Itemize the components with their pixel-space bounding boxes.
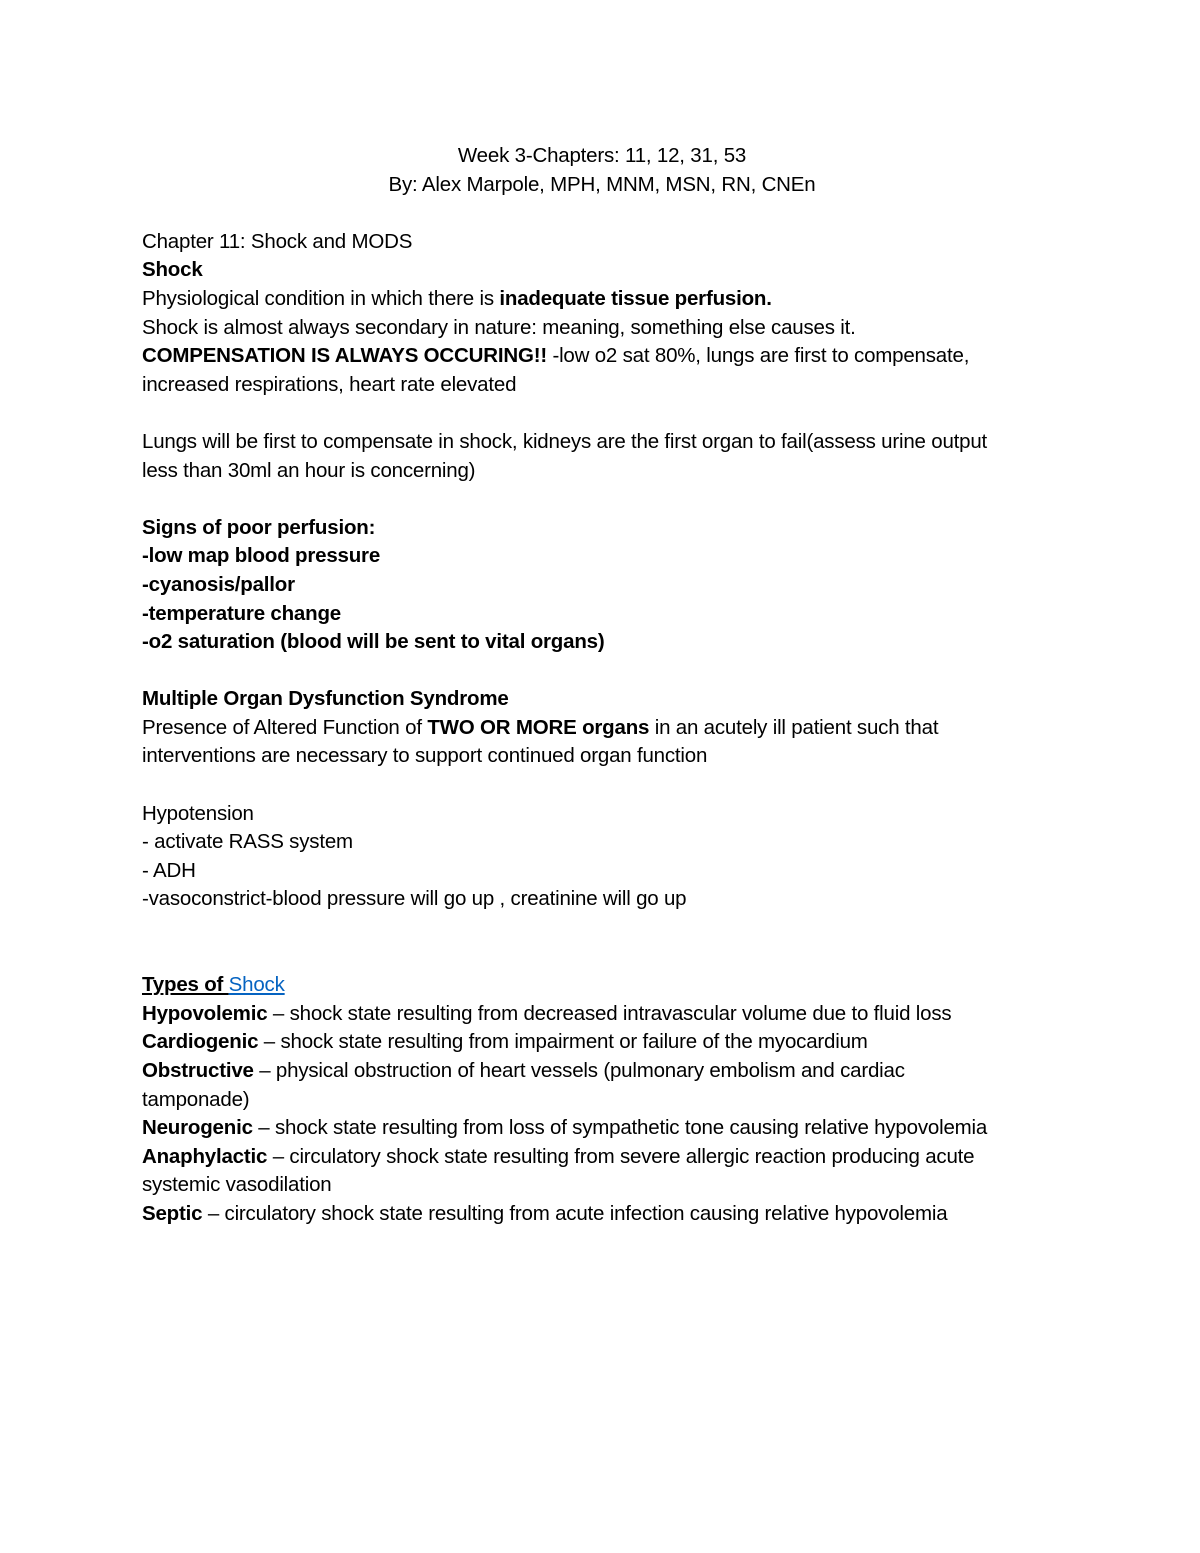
shock-type-name: Obstructive [142, 1059, 254, 1082]
compensation-emphasis: COMPENSATION IS ALWAYS OCCURING!! [142, 344, 547, 368]
shock-secondary: Shock is almost always secondary in nature: meaning, something else causes it. [142, 315, 856, 339]
mods-heading: Multiple Organ Dysfunction Syndrome [142, 687, 509, 711]
shock-type-desc-continued: systemic vasodilation [142, 1173, 332, 1197]
document-title: Week 3-Chapters: 11, 12, 31, 53 [457, 144, 747, 167]
hypotension-heading: Hypotension [142, 801, 254, 825]
shock-definition-emphasis: inadequate tissue perfusion. [499, 286, 772, 310]
compensation-line-2: increased respirations, heart rate elevated [142, 372, 517, 396]
shock-type-desc: – physical obstruction of heart vessels (pulmonary embolism and cardiac [253, 1059, 905, 1082]
types-heading [142, 971, 1062, 1000]
shock-definition [142, 285, 1062, 314]
spacer [142, 399, 1062, 428]
mods-line-2: interventions are necessary to support continued organ function [142, 744, 708, 768]
compensation-text: -low o2 sat 80%, lungs are first to compensate, [546, 344, 970, 368]
shock-type-name: Septic [142, 1201, 203, 1225]
perfusion-item: -o2 saturation (blood will be sent to vital organs) [142, 630, 605, 654]
shock-type-name: Neurogenic [142, 1116, 253, 1140]
mods-emphasis: TWO OR MORE organs [427, 715, 650, 739]
mods-text-suffix: in an acutely ill patient such that [649, 715, 939, 739]
shock-type-desc: – shock state resulting from loss of sympathetic tone causing relative hypovolemia [252, 1116, 988, 1140]
shock-type-name: Hypovolemic [142, 1001, 268, 1025]
shock-definition-text: Physiological condition in which there is [142, 286, 500, 310]
spacer [142, 771, 1062, 800]
shock-type-desc: – circulatory shock state resulting from acute infection causing relative hypovolemia [202, 1201, 948, 1225]
shock-link[interactable]: Shock [228, 973, 285, 997]
lungs-line-2: less than 30ml an hour is concerning) [142, 458, 476, 482]
document-body [142, 142, 1062, 1229]
shock-type-desc-continued: tamponade) [142, 1087, 250, 1111]
spacer [142, 199, 1062, 228]
shock-type-name: Cardiogenic [142, 1030, 259, 1054]
shock-type-item [142, 1143, 1062, 1172]
spacer [142, 657, 1062, 686]
hypotension-item: - activate RASS system [142, 830, 353, 854]
spacer [142, 485, 1062, 514]
hypotension-item: - ADH [142, 858, 196, 882]
shock-type-item [142, 1114, 1062, 1143]
shock-type-desc: – circulatory shock state resulting from severe allergic reaction producing acute [267, 1144, 975, 1168]
types-heading-text: Types of [142, 973, 229, 997]
shock-type-desc: – shock state resulting from decreased intravascular volume due to fluid loss [267, 1001, 952, 1025]
spacer [142, 914, 1062, 971]
perfusion-item: -temperature change [142, 601, 341, 625]
chapter-heading: Chapter 11: Shock and MODS [142, 229, 413, 253]
perfusion-item: -cyanosis/pallor [142, 572, 295, 596]
mods-line-1 [142, 714, 1062, 743]
mods-text: Presence of Altered Function of [142, 715, 428, 739]
hypotension-item: -vasoconstrict-blood pressure will go up , creatinine will go up [142, 887, 687, 911]
shock-heading: Shock [142, 258, 203, 282]
compensation-line [142, 342, 1062, 371]
shock-type-item [142, 1057, 1062, 1086]
perfusion-heading: Signs of poor perfusion: [142, 515, 376, 539]
shock-type-desc: – shock state resulting from impairment or failure of the myocardium [258, 1030, 868, 1054]
shock-type-item [142, 1200, 1062, 1229]
shock-type-item [142, 1028, 1062, 1057]
lungs-line-1: Lungs will be first to compensate in shock, kidneys are the first organ to fail(assess urine output [142, 429, 988, 453]
perfusion-item: -low map blood pressure [142, 544, 381, 568]
shock-type-item [142, 1000, 1062, 1029]
document-author: By: Alex Marpole, MPH, MNM, MSN, RN, CNEn [388, 172, 816, 196]
shock-type-name: Anaphylactic [142, 1144, 268, 1168]
